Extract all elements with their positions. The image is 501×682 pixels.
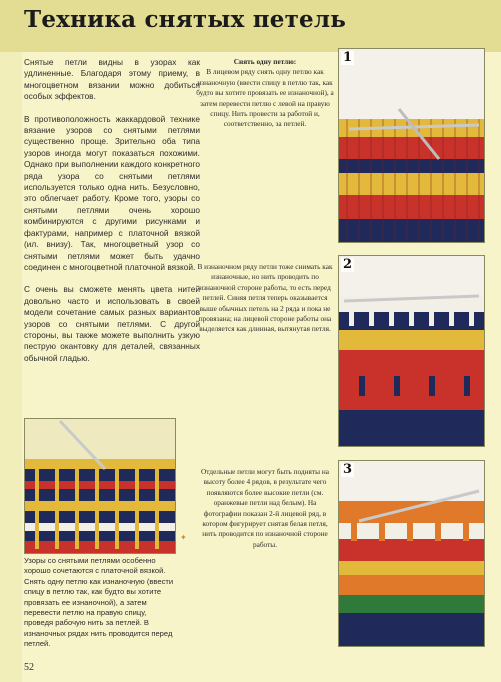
page-title: Техника снятых петель bbox=[24, 6, 347, 33]
step-3-photo bbox=[338, 460, 485, 647]
intro-paragraph-3: С очень вы сможете менять цвета нитей довольно часто и использовать в своей модели сочетание самых разных вариантов узоров со снятыми петлями. С другой стороны, вы также можете выполнить узкую пеструю окантовку для деталей, связанных обычной гладью. bbox=[24, 284, 200, 363]
step-1-number: 1 bbox=[343, 50, 353, 65]
combined-pattern-photo bbox=[24, 418, 176, 554]
step-2-photo bbox=[338, 255, 485, 447]
intro-paragraph-2: В противоположность жаккардовой технике вязание узоров со снятыми петлями существенно проще. Зрительно оба типа узоров иногда могут показаться похожими. Однако при выполнении каждого конкретного ряда узора со снятыми петлями используется только одна нить. Безусловно, это облегчает работу. Кроме того, узоры со снятыми петлями очень хорошо комбинируются с другими рисунками и фактурами, например с платочной вязкой (ил. внизу). Так, многоцветный узор со снятыми петлями может быть удачно соединен с многоцветной платочной вязкой. bbox=[24, 113, 200, 272]
step-2-body: В изнаночном ряду петли тоже снимать как изнаночные, но нить проводить по изнаночной стороне работы, то есть перед петлей. Синяя петля теперь оказывается выше обычных петель на 2 ряда и пока не провязана; на лицевой стороне работы она выделяется как длинная, вытянутая петля. bbox=[197, 262, 333, 334]
step-3-text bbox=[195, 467, 335, 550]
step-1-photo bbox=[338, 48, 485, 243]
step-3-body: Отдельные петли могут быть подняты на высоту более 4 рядов, в результате чего появляются более высокие петли (см. оранжевые петли над белым). На фотографии показан 2-й лицевой ряд, в котором фигурирует снятая белая петля, нить проводится по изнаночной стороне работы. bbox=[201, 467, 329, 549]
intro-text-column bbox=[24, 57, 200, 375]
step-2-text bbox=[195, 262, 335, 335]
step-1-lead: Снять одну петлю: bbox=[233, 57, 297, 66]
step-1-text bbox=[195, 57, 335, 130]
step-3-number: 3 bbox=[343, 462, 353, 477]
decorative-marker: ✦ bbox=[180, 533, 187, 542]
step-2-number: 2 bbox=[343, 257, 353, 272]
step-1-body: В лицевом ряду снять одну петлю как изнаночную (ввести спицу в петлю так, как будто вы хотите провязать ее изнаночной), а затем перевести петлю с левой на правую спицу. Нить провести за работой и, соответственно, за петлей. bbox=[196, 67, 334, 129]
decorative-strip bbox=[0, 0, 22, 682]
bottom-caption: Узоры со снятыми петлями особенно хорошо сочетаются с платочной вязкой. Снять одну петлю как изнаночную (ввести спицу в петлю так, как будто вы хотите провязать ее изнаночной), а затем перевести петлю на правую спицу, проведя рабочую нить за петлей. В изнаночных рядах нить проводится перед петлей. bbox=[24, 556, 174, 649]
page-number: 52 bbox=[24, 662, 34, 673]
intro-paragraph-1: Снятые петли видны в узорах как удлиненные. Благодаря этому приему, в многоцветном вязании можно добиться особых эффектов. bbox=[24, 57, 200, 102]
